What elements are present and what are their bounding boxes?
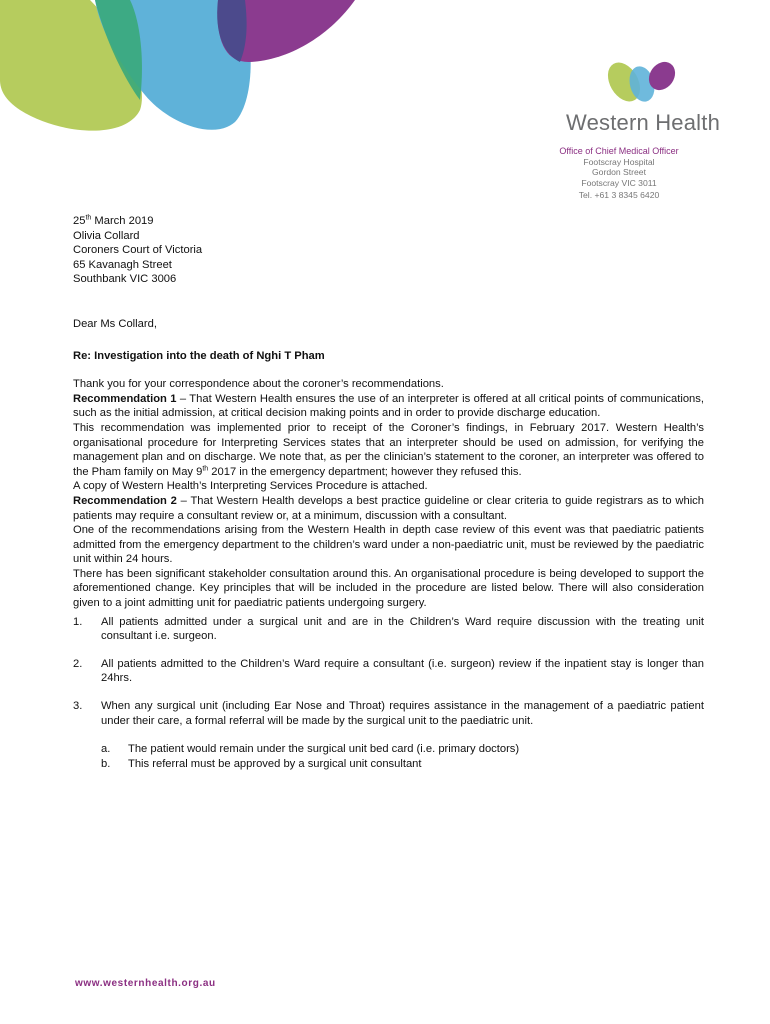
recipient-address <box>73 229 704 287</box>
principles-list <box>73 615 704 772</box>
footer-website-link[interactable]: www.westernhealth.org.au <box>75 978 216 989</box>
subject-line: Re: Investigation into the death of Nghi T Pham <box>73 349 325 362</box>
letter-body <box>73 214 704 784</box>
sub-list-item: b. This referral must be approved by a surgical unit consultant <box>101 757 422 770</box>
recommendation-2: Recommendation 2 – That Western Health develops a best practice guideline or clear criteria to guide registrars as to which patients may require a consultant review or, at a minimum, discussion with a consultant. <box>73 494 704 522</box>
list-item: 3. When any surgical unit (including Ear Nose and Throat) requires assistance in the management of a paediatric patient under their care, a formal referral will be made by the surgical unit to the paediatric unit. a. The patient would remain under the surgical unit bed card (i.e. primary doctors) b. This referral must be approved by a surgical unit consultant <box>73 700 704 770</box>
consultation-paragraph: There has been significant stakeholder consultation around this. An organisational procedure is being developed to support the aforementioned change. Key principles that will be included in the procedure are listed below. There will also consideration given to a joint admitting unit for paediatric patients undergoing surgery. <box>73 567 704 610</box>
letter-date: 25th March 2019 <box>73 214 154 227</box>
corner-decoration <box>0 0 360 140</box>
office-line-2: Gordon Street <box>592 167 646 178</box>
recommendation-2-response: One of the recommendations arising from the Western Health in depth case review of this event was that paediatric patients admitted from the emergency department to the children’s ward under a non-paediatric unit, must be reviewed by the paediatric unit within 24 hours. <box>73 524 704 566</box>
recipient-name: Olivia Collard <box>73 229 140 242</box>
recommendation-1: Recommendation 1 – That Western Health ensures the use of an interpreter is offered at all critical points of communications, such as the initial admission, at critical decision making points and in order to provide discharge education. <box>73 392 704 420</box>
recipient-street: 65 Kavanagh Street <box>73 258 172 271</box>
logo-wordmark: Western Health <box>566 110 721 135</box>
office-line-1: Footscray Hospital <box>583 156 655 167</box>
office-telephone: Tel. +61 3 8345 6420 <box>578 190 660 201</box>
office-address-block <box>539 146 699 201</box>
attachment-note: A copy of Western Health’s Interpreting Services Procedure is attached. <box>73 480 428 493</box>
sub-list-item: a. The patient would remain under the surgical unit bed card (i.e. primary doctors) <box>101 743 520 756</box>
list-item: 1. All patients admitted under a surgical unit and are in the Children’s Ward require discussion with the treating unit consultant i.e. surgeon. <box>73 615 704 643</box>
office-title: Office of Chief Medical Officer <box>559 146 679 156</box>
recommendation-1-response: This recommendation was implemented prior to receipt of the Coroner’s findings, in February 2017. Western Health’s organisational procedure for Interpreting Services states that an interpreter should be used on admission, for verifying the management plan and on discharge. We note that, as per the clinician’s statement to the coroner, an interpreter was offered to the Pham family on May 9th 2017 in the emergency department; however they refused this. <box>73 421 704 478</box>
list-item: 2. All patients admitted to the Children’s Ward require a consultant (i.e. surgeon) review if the inpatient stay is longer than 24hrs. <box>73 657 704 685</box>
recipient-city: Southbank VIC 3006 <box>73 273 177 286</box>
logo-leaves-icon <box>598 58 688 106</box>
office-line-3: Footscray VIC 3011 <box>581 177 657 188</box>
western-health-logo <box>566 58 721 138</box>
intro-paragraph: Thank you for your correspondence about the coroner’s recommendations. <box>73 378 444 391</box>
sub-points-list <box>101 742 704 771</box>
recipient-org: Coroners Court of Victoria <box>73 244 203 257</box>
salutation: Dear Ms Collard, <box>73 317 157 330</box>
